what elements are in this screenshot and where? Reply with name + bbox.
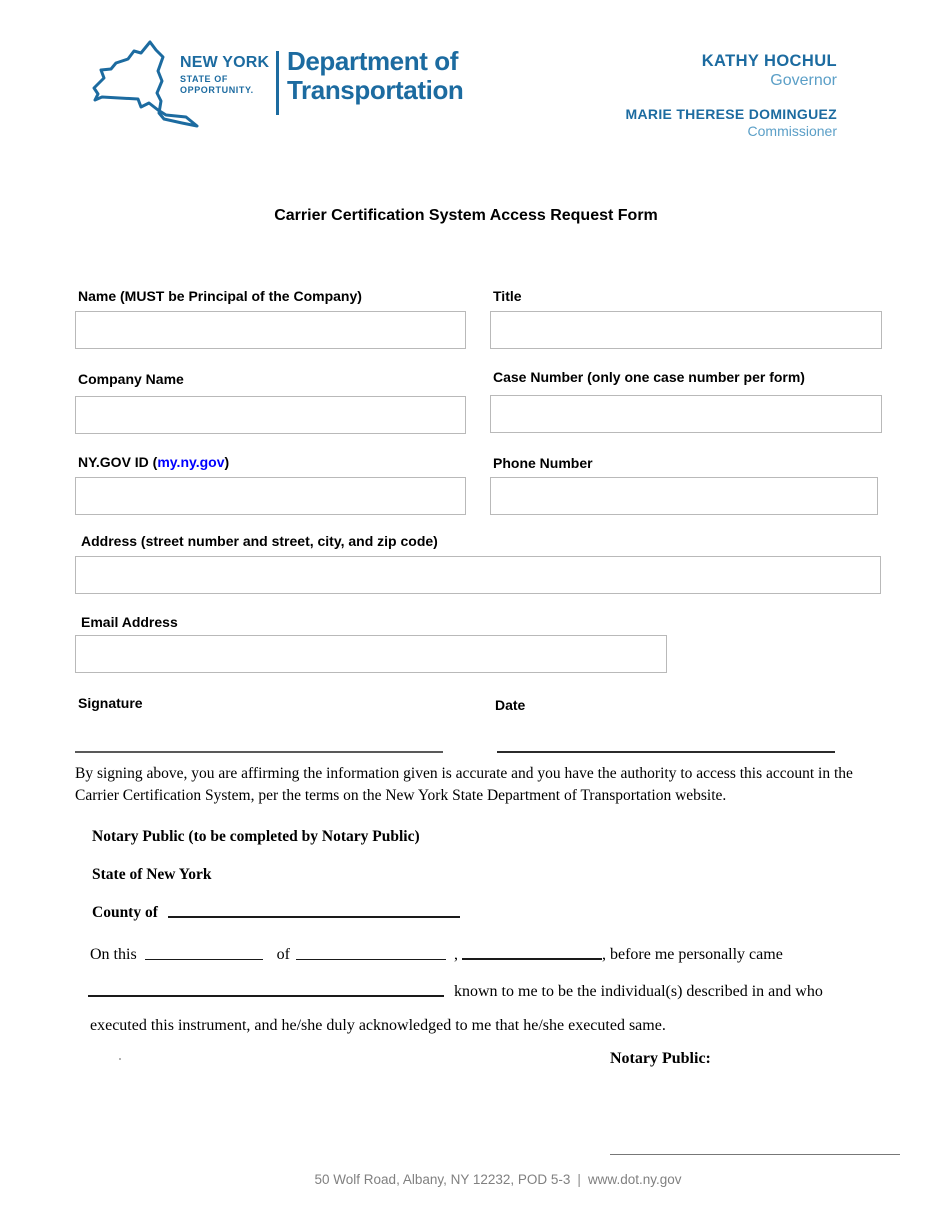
email-field-label: Email Address — [81, 614, 178, 630]
nygov-id-field-label — [78, 454, 229, 470]
name-input[interactable] — [75, 311, 466, 349]
department-name-line2: Transportation — [287, 75, 464, 105]
nygov-label-suffix: ) — [224, 454, 230, 470]
nygov-label-prefix: NY.GOV ID ( — [78, 454, 158, 470]
date-label: Date — [495, 697, 526, 713]
logo-tagline — [180, 74, 269, 96]
signature-line — [75, 739, 443, 753]
governor-title: Governor — [770, 72, 837, 89]
footer-separator: | — [577, 1172, 581, 1187]
notary-state-line: State of New York — [92, 866, 212, 883]
day-blank-line — [145, 947, 263, 960]
company-name-field-label: Company Name — [78, 371, 184, 387]
year-blank-line — [462, 947, 602, 960]
affirmation-text: By signing above, you are affirming the information given is accurate and you have the authority to access this account in the Carrier Certification System, per the terms on the New York State Department of Transportation website. — [75, 765, 853, 804]
notary-acknowledgment-line2 — [88, 983, 823, 1001]
phone-number-field-label: Phone Number — [493, 455, 593, 471]
stray-dot — [119, 1058, 121, 1060]
case-number-input[interactable] — [490, 395, 882, 433]
notary-public-label: Notary Public: — [610, 1050, 711, 1067]
notary-section-heading: Notary Public (to be completed by Notary Public) — [92, 828, 420, 845]
date-line — [497, 739, 835, 753]
on-this-text: On this — [90, 946, 137, 963]
address-input[interactable] — [75, 556, 881, 594]
footer — [23, 1172, 950, 1187]
of-text: of — [276, 946, 290, 963]
logo-wordmark — [180, 54, 269, 96]
email-address-input[interactable] — [75, 635, 667, 673]
logo-tagline-line2: OPPORTUNITY. — [180, 85, 254, 95]
footer-address: 50 Wolf Road, Albany, NY 12232, POD 5-3 — [314, 1172, 571, 1187]
phone-number-input[interactable] — [490, 477, 878, 515]
logo-tagline-line1: STATE OF — [180, 74, 228, 84]
footer-website: www.dot.ny.gov — [587, 1172, 682, 1187]
person-name-blank-line — [88, 984, 444, 997]
known-to-me-text: known to me to be the individual(s) described in and who — [454, 983, 823, 1000]
my-ny-gov-link[interactable]: my.ny.gov — [157, 454, 225, 470]
name-field-label: Name (MUST be Principal of the Company) — [78, 288, 362, 304]
signature-label: Signature — [78, 695, 143, 711]
governor-name: KATHY HOCHUL — [701, 52, 837, 70]
logo-state-name: NEW YORK — [180, 54, 270, 71]
company-name-input[interactable] — [75, 396, 466, 434]
notary-acknowledgment-line1 — [90, 946, 783, 964]
page-title: Carrier Certification System Access Request Form — [274, 207, 658, 224]
before-me-text: , before me personally came — [602, 946, 783, 963]
nygov-id-input[interactable] — [75, 477, 466, 515]
notary-county-row — [92, 904, 460, 922]
officials-block — [626, 52, 837, 139]
commissioner-title: Commissioner — [747, 123, 837, 139]
county-of-label: County of — [92, 904, 158, 921]
case-number-field-label: Case Number (only one case number per form) — [493, 369, 805, 385]
title-field-label: Title — [493, 288, 522, 304]
department-name-line1: Department of — [287, 46, 459, 76]
address-field-label: Address (street number and street, city, and zip code) — [81, 533, 438, 549]
title-input[interactable] — [490, 311, 882, 349]
commissioner-name: MARIE THERESE DOMINGUEZ — [625, 106, 837, 122]
notary-acknowledgment-line3: executed this instrument, and he/she duly acknowledged to me that he/she executed same. — [90, 1017, 666, 1034]
comma-text: , — [454, 946, 458, 963]
nysdot-logo — [88, 38, 488, 143]
county-blank-line — [168, 905, 460, 918]
logo-divider — [276, 51, 279, 115]
department-name — [287, 47, 463, 105]
notary-signature-line — [610, 1141, 900, 1155]
month-blank-line — [296, 947, 446, 960]
